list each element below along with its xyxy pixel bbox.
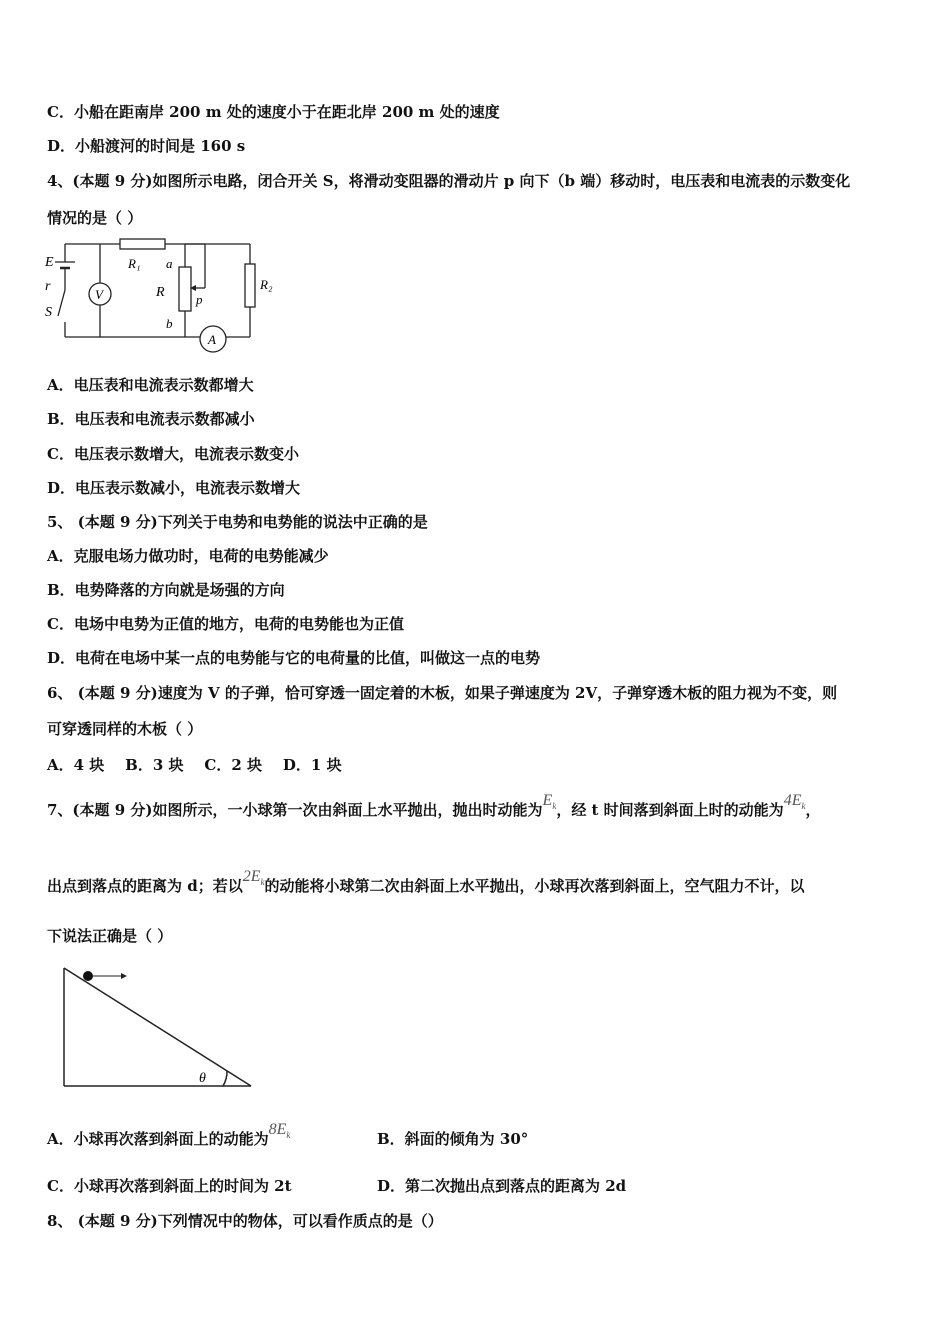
question-3-option-d: D．小船渡河的时间是 160 s: [47, 137, 246, 155]
question-7-stem: [47, 792, 821, 826]
question-6-stem-cont: 可穿透同样的木板（ ）: [47, 720, 203, 738]
circuit-label-p: p: [196, 292, 203, 307]
question-7-stem-part5: 的动能将小球第二次由斜面上水平抛出，小球再次落到斜面上，空气阻力不计，以: [264, 877, 805, 895]
question-6-stem: 6、 (本题 9 分)速度为 V 的子弹，恰可穿透一固定着的木板，如果子弹速度为 2V，子弹穿透木板的阻力视为不变，则: [47, 684, 838, 702]
circuit-label-rheostat: R: [156, 285, 165, 300]
question-4-option-c: C．电压表示数增大，电流表示数变小: [47, 445, 299, 463]
question-4-option-d: D．电压表示数减小，电流表示数增大: [47, 479, 301, 497]
question-4-option-a: A．电压表和电流表示数都增大: [47, 376, 254, 394]
incline-angle-label: θ: [199, 1071, 206, 1086]
kinetic-energy-ek: $E_k$: [542, 792, 557, 812]
circuit-label-a: a: [166, 256, 173, 271]
question-4-stem-cont: 情况的是（ ）: [47, 209, 143, 227]
question-5-option-d: D．电荷在电场中某一点的电势能与它的电荷量的比值，叫做这一点的电势: [47, 649, 541, 667]
question-7-stem-line3: 下说法正确是（ ）: [47, 927, 173, 945]
kinetic-energy-2ek: $2E_k$: [242, 868, 265, 888]
question-7-option-d: D．第二次抛出点到落点的距离为 2d: [377, 1177, 627, 1195]
question-7-stem-line2: [47, 868, 805, 902]
question-5-option-b: B．电势降落的方向就是场强的方向: [47, 581, 285, 599]
kinetic-energy-4ek: $4E_k$: [783, 792, 806, 812]
circuit-label-b: b: [166, 316, 173, 331]
question-4-stem: 4、(本题 9 分)如图所示电路，闭合开关 S，将滑动变阻器的滑动片 p 向下（b 端）移动时，电压表和电流表的示数变化: [47, 172, 851, 190]
question-7-stem-part3: ，: [805, 801, 821, 819]
ammeter-label: A: [208, 332, 216, 347]
ball: [83, 971, 93, 981]
incline-diagram: [55, 960, 260, 1092]
circuit-label-r1: R₁: [128, 256, 141, 271]
circuit-label-r2: R₂: [260, 277, 273, 292]
circuit-label-r: r: [45, 279, 51, 294]
question-3-option-c: C．小船在距南岸 200 m 处的速度小于在距北岸 200 m 处的速度: [47, 103, 500, 121]
question-7-stem-part1: 7、(本题 9 分)如图所示，一小球第一次由斜面上水平抛出，抛出时动能为: [47, 801, 543, 819]
question-4-option-b: B．电压表和电流表示数都减小: [47, 410, 255, 428]
question-7-stem-part2: ，经 t 时间落到斜面上时的动能为: [556, 801, 784, 819]
question-5-option-a: A．克服电场力做功时，电荷的电势能减少: [47, 547, 329, 565]
circuit-diagram: [40, 232, 290, 357]
question-7-option-b: B．斜面的倾角为 30°: [377, 1130, 529, 1148]
question-7-option-c: C．小球再次落到斜面上的时间为 2t: [47, 1177, 292, 1195]
question-5-stem: 5、 (本题 9 分)下列关于电势和电势能的说法中正确的是: [47, 513, 428, 531]
question-7-option-a: A．小球再次落到斜面上的动能为$8E_k$: [47, 1121, 291, 1148]
question-5-option-c: C．电场中电势为正值的地方，电荷的电势能也为正值: [47, 615, 404, 633]
voltmeter-label: V: [95, 287, 103, 302]
circuit-label-s: S: [45, 305, 52, 320]
kinetic-energy-8ek: $8E_k$: [268, 1121, 291, 1141]
question-7-stem-part4: 出点到落点的距离为 d；若以: [47, 877, 243, 895]
question-8-stem: 8、 (本题 9 分)下列情况中的物体，可以看作质点的是（）: [47, 1212, 443, 1230]
question-6-options: A．4 块 B．3 块 C．2 块 D．1 块: [47, 756, 342, 774]
circuit-label-e: E: [45, 255, 54, 270]
